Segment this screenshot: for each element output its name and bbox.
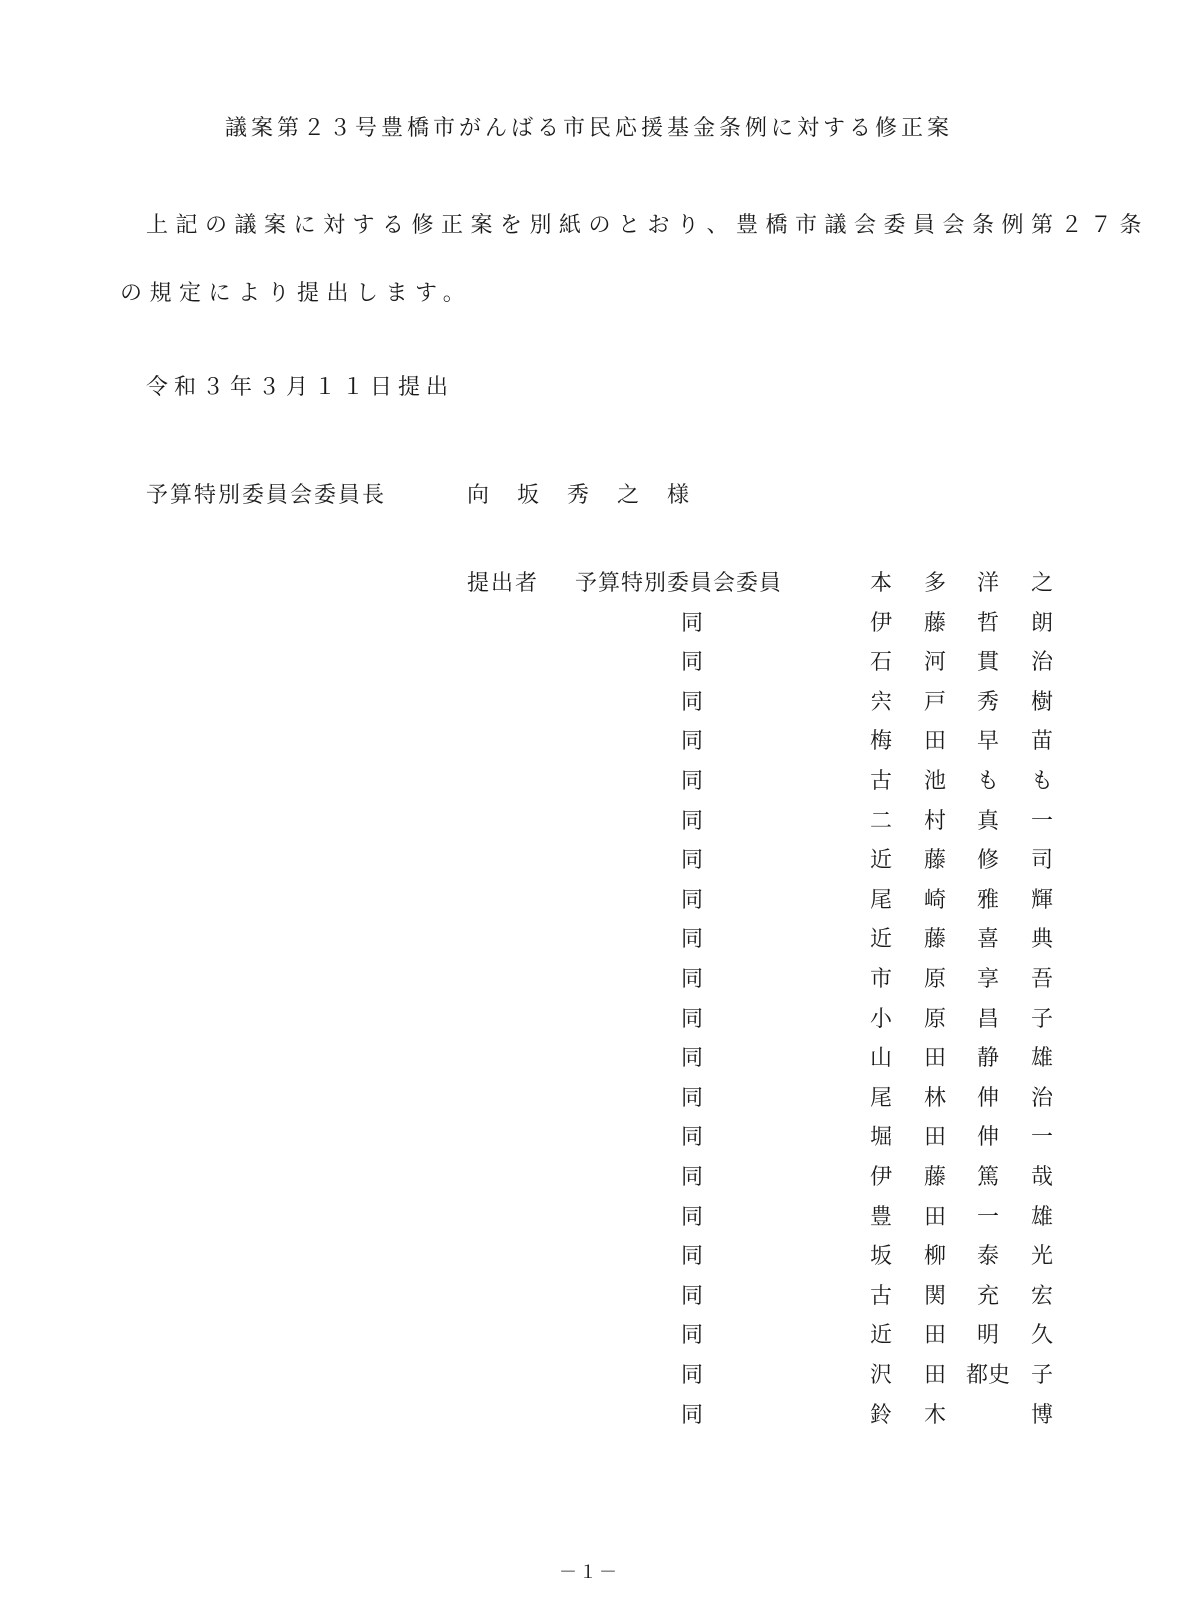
ditto-label: 同 [681, 848, 704, 874]
member-name-char: 修 [976, 848, 999, 874]
ditto-label: 同 [681, 650, 704, 676]
member-name-char: 柳 [923, 1244, 946, 1270]
ditto-label: 同 [681, 1283, 704, 1309]
member-name-char: 都史 [965, 1363, 1010, 1388]
member-name-char: 朗 [1030, 610, 1053, 636]
member-name-char: 博 [1030, 1402, 1053, 1428]
ditto-label: 同 [681, 927, 704, 953]
ditto-label: 同 [681, 967, 704, 992]
addressee-honorific: 様 [667, 483, 718, 508]
member-name-char: 林 [923, 1085, 946, 1111]
member-name-char: 貫 [976, 650, 999, 676]
member-name-char: 司 [1030, 848, 1053, 874]
body-text-line-1: 上記の議案に対する修正案を別紙のとおり、豊橋市議会委員会条例第２７条 [146, 213, 1150, 238]
member-name-char: 尾 [869, 887, 892, 913]
ditto-label: 同 [681, 1085, 704, 1111]
member-name-char: 早 [976, 729, 999, 755]
member-name-char: 子 [1030, 1006, 1053, 1032]
member-name-char: 一 [976, 1204, 999, 1230]
member-name-char: 関 [923, 1283, 946, 1309]
member-name-char: 静 [976, 1046, 999, 1072]
ditto-label: 同 [681, 1165, 704, 1190]
ditto-label: 同 [681, 1363, 704, 1388]
member-name-char: 伸 [976, 1125, 999, 1151]
member-name-char: 雅 [976, 887, 999, 913]
member-name-char: 梅 [869, 729, 892, 755]
member-name-char: 光 [1030, 1244, 1053, 1270]
member-name-char: 多 [923, 571, 946, 596]
member-name-char: 子 [1030, 1363, 1053, 1388]
member-name-char: 伸 [976, 1085, 999, 1111]
member-name-char: も [976, 769, 999, 794]
member-name-char: 田 [923, 1204, 946, 1230]
member-name-char: 篤 [976, 1165, 999, 1190]
member-name-char: 宍 [869, 689, 892, 715]
member-name-char: 石 [869, 650, 892, 676]
member-name-char: 哉 [1030, 1165, 1053, 1190]
submitter-label: 提出者 [467, 571, 540, 596]
member-name-char: 近 [869, 848, 892, 874]
ditto-label: 同 [681, 1402, 704, 1428]
member-name-char: 近 [869, 927, 892, 953]
addressee-position: 予算特別委員会委員長 [146, 483, 387, 508]
member-name-char: 田 [923, 729, 946, 755]
member-name-char: も [1030, 769, 1053, 794]
member-name-char: 村 [923, 808, 946, 834]
member-name-char: 河 [923, 650, 946, 676]
member-name-char: 本 [869, 571, 892, 596]
member-name-char: 藤 [923, 610, 946, 636]
submission-date: 令和３年３月１１日提出 [146, 375, 455, 400]
member-name-char: 近 [869, 1323, 892, 1349]
member-name-char: 藤 [923, 927, 946, 953]
member-name-char: 喜 [976, 927, 999, 953]
member-name-char: 洋 [976, 571, 999, 596]
member-name-char: 一 [1030, 808, 1053, 834]
body-text-line-2: の規定により提出します。 [120, 281, 473, 306]
member-name-char: 享 [976, 967, 999, 992]
member-name-char: 田 [923, 1363, 946, 1388]
member-name-char: 崎 [923, 887, 946, 913]
member-name-char: 雄 [1030, 1046, 1053, 1072]
ditto-label: 同 [681, 729, 704, 755]
addressee-name-text: 向坂秀之 [467, 483, 668, 508]
member-name-char: 坂 [869, 1244, 892, 1270]
member-name-char: 昌 [976, 1006, 999, 1032]
member-name-char: 原 [923, 967, 946, 992]
ditto-label: 同 [681, 808, 704, 834]
member-name-char: 尾 [869, 1085, 892, 1111]
member-name-char: 藤 [923, 848, 946, 874]
member-name-char: 戸 [923, 689, 946, 715]
member-name-char: 藤 [923, 1165, 946, 1190]
member-name-char: 秀 [976, 689, 999, 715]
ditto-label: 同 [681, 689, 704, 715]
ditto-label: 同 [681, 887, 704, 913]
member-name-char: 明 [976, 1323, 999, 1349]
member-name-char: 宏 [1030, 1283, 1053, 1309]
member-name-char: 苗 [1030, 729, 1053, 755]
member-name-char: 吾 [1030, 967, 1053, 992]
member-name-char: 伊 [869, 610, 892, 636]
member-name-char: 沢 [869, 1363, 892, 1388]
addressee-name [467, 485, 717, 507]
member-name-char: 小 [869, 1006, 892, 1032]
member-name-char: 池 [923, 769, 946, 794]
member-name-char: 古 [869, 769, 892, 794]
ditto-label: 同 [681, 769, 704, 794]
member-name-char: 鈴 [869, 1402, 892, 1428]
committee-label: 予算特別委員会委員 [575, 571, 783, 596]
member-name-char: 雄 [1030, 1204, 1053, 1230]
member-name-char: 原 [923, 1006, 946, 1032]
member-name-char: 治 [1030, 1085, 1053, 1111]
member-name-char: 樹 [1030, 689, 1053, 715]
member-name-char: 田 [923, 1046, 946, 1072]
ditto-label: 同 [681, 1006, 704, 1032]
member-name-char: 泰 [976, 1244, 999, 1270]
member-name-char: 古 [869, 1283, 892, 1309]
member-name-char: 田 [923, 1125, 946, 1151]
member-name-char: 典 [1030, 927, 1053, 953]
member-name-char: 一 [1030, 1125, 1053, 1151]
ditto-label: 同 [681, 610, 704, 636]
member-name-char: 山 [869, 1046, 892, 1072]
ditto-label: 同 [681, 1323, 704, 1349]
page-number: －１－ [559, 1562, 619, 1583]
member-name-char: 堀 [869, 1125, 892, 1151]
ditto-label: 同 [681, 1244, 704, 1270]
member-name-char: 哲 [976, 610, 999, 636]
member-name-char: 久 [1030, 1323, 1053, 1349]
ditto-label: 同 [681, 1125, 704, 1151]
member-name-char: 之 [1030, 571, 1053, 596]
member-name-char: 伊 [869, 1165, 892, 1190]
member-name-char: 輝 [1030, 887, 1053, 913]
document-title: 議案第２３号豊橋市がんばる市民応援基金条例に対する修正案 [224, 116, 953, 141]
member-name-char: 市 [869, 967, 892, 992]
member-name-char: 充 [976, 1283, 999, 1309]
member-name-char: 二 [869, 808, 892, 834]
member-name-char: 木 [923, 1402, 946, 1428]
member-name-char: 治 [1030, 650, 1053, 676]
member-name-char: 田 [923, 1323, 946, 1349]
ditto-label: 同 [681, 1046, 704, 1072]
member-name-char: 豊 [869, 1204, 892, 1230]
member-name-char: 真 [976, 808, 999, 834]
ditto-label: 同 [681, 1204, 704, 1230]
